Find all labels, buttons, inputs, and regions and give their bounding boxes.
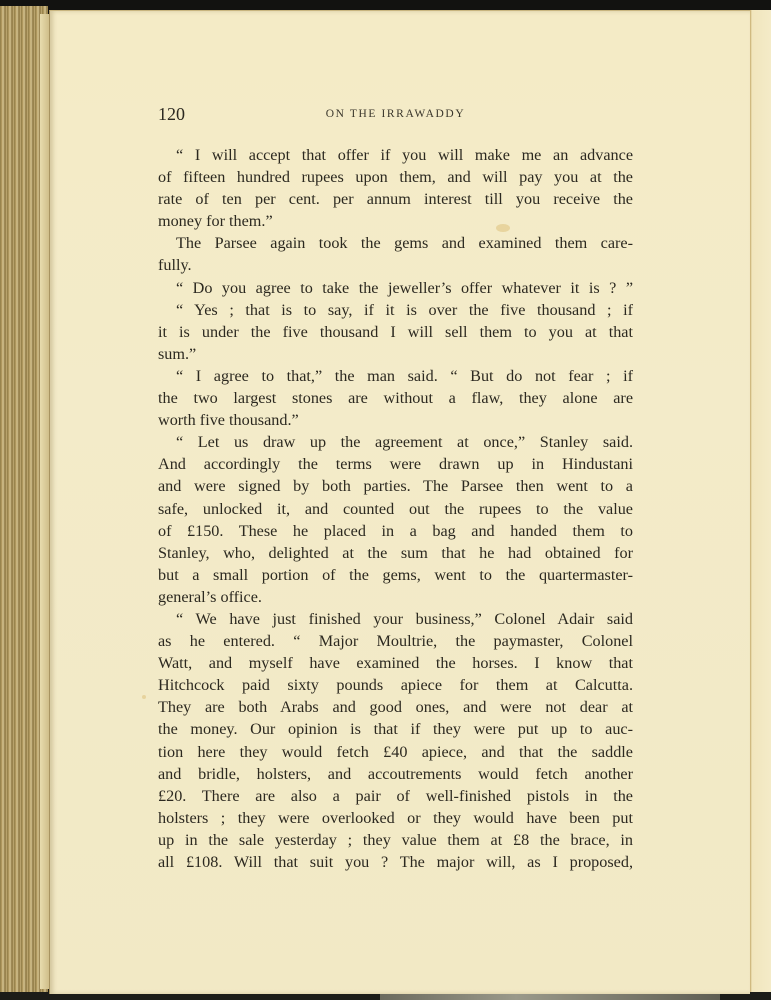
body-text bbox=[158, 144, 633, 873]
text-line: of fifteen hundred rupees upon them, and will pay you at the bbox=[158, 168, 633, 187]
text-line: worth five thousand.” bbox=[158, 411, 299, 430]
text-line: money for them.” bbox=[158, 212, 273, 231]
book-page-edges-left bbox=[0, 6, 48, 992]
text-line: rate of ten per cent. per annum interest till you receive the bbox=[158, 190, 633, 209]
text-line: “ I will accept that offer if you will make me an advance bbox=[176, 146, 633, 164]
text-line: as he entered. “ Major Moultrie, the paymaster, Colonel bbox=[158, 632, 633, 651]
text-line: the two largest stones are without a flaw, they alone are bbox=[158, 389, 633, 408]
page-number: 120 bbox=[158, 104, 185, 124]
text-line: safe, unlocked it, and counted out the rupees to the value bbox=[158, 499, 633, 518]
text-line: and bridle, holsters, and accoutrements would fetch another bbox=[158, 764, 633, 783]
text-line: tion here they would fetch £40 apiece, and that the saddle bbox=[158, 742, 633, 761]
text-line: Hitchcock paid sixty pounds apiece for them at Calcutta. bbox=[158, 676, 633, 695]
text-line: general’s office. bbox=[158, 587, 262, 606]
text-line: it is under the five thousand I will sell them to you at that bbox=[158, 322, 633, 341]
text-line: £20. There are also a pair of well-finished pistols in the bbox=[158, 786, 633, 805]
text-line: “ We have just finished your business,” Colonel Adair said bbox=[176, 609, 633, 628]
running-head bbox=[158, 104, 633, 128]
text-line: holsters ; they were overlooked or they would have been put bbox=[158, 808, 633, 827]
paper-stain bbox=[142, 695, 146, 699]
text-line: the money. Our opinion is that if they were put up to auc- bbox=[158, 720, 633, 739]
text-line: Watt, and myself have examined the horses. I know that bbox=[158, 654, 633, 673]
text-line: And accordingly the terms were drawn up in Hindustani bbox=[158, 455, 633, 474]
text-line: sum.” bbox=[158, 344, 197, 363]
text-line: fully. bbox=[158, 256, 192, 275]
text-line: “ I agree to that,” the man said. “ But do not fear ; if bbox=[176, 366, 633, 385]
text-line: The Parsee again took the gems and examined them care- bbox=[176, 234, 633, 253]
text-line: and were signed by both parties. The Parsee then went to a bbox=[158, 477, 633, 496]
text-line: “ Yes ; that is to say, if it is over the five thousand ; if bbox=[176, 300, 633, 319]
text-line: up in the sale yesterday ; they value them at £8 the brace, in bbox=[158, 830, 633, 849]
text-line: of £150. These he placed in a bag and handed them to bbox=[158, 521, 633, 540]
text-line: all £108. Will that suit you ? The major will, as I proposed, bbox=[158, 853, 633, 871]
book-page-edge-right bbox=[749, 10, 771, 1000]
book-title-header: ON THE IRRAWADDY bbox=[325, 108, 466, 120]
text-line: but a small portion of the gems, went to the quartermaster- bbox=[158, 565, 633, 584]
text-line: Stanley, who, delighted at the sum that he had obtained for bbox=[158, 543, 633, 562]
text-line: They are both Arabs and good ones, and were not dear at bbox=[158, 698, 633, 717]
text-line: “ Do you agree to take the jeweller’s offer whatever it is ? ” bbox=[176, 278, 633, 297]
text-line: “ Let us draw up the agreement at once,” Stanley said. bbox=[176, 433, 633, 452]
